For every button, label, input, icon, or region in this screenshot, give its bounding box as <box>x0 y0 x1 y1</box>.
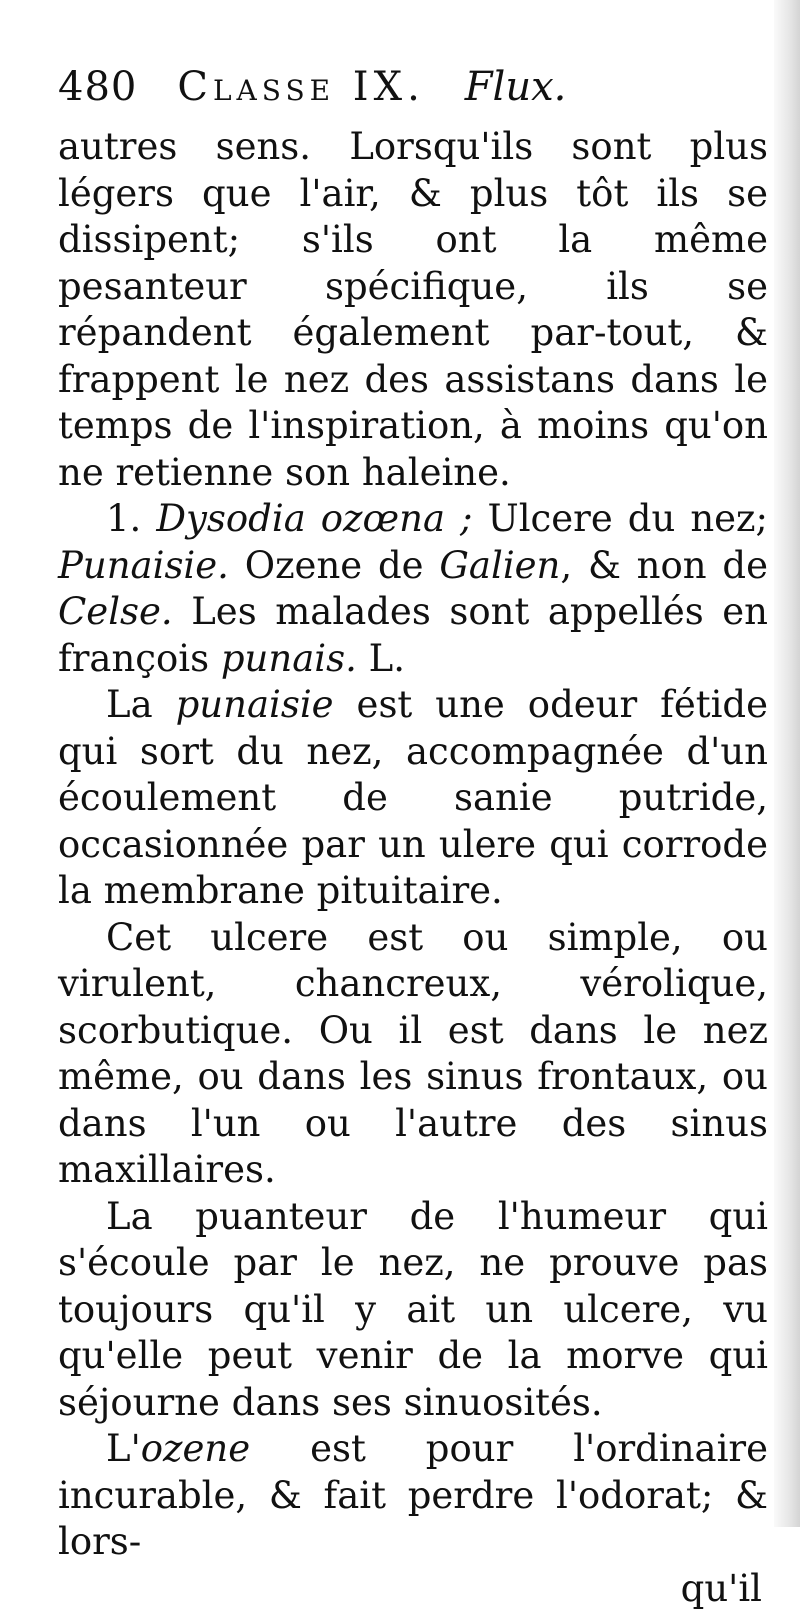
term: Punaisie. <box>58 544 229 587</box>
entry-text: Les malades sont appellés en françois <box>58 590 768 680</box>
entry-number: 1. <box>106 497 141 540</box>
entry-text: Ulcere du nez; <box>473 497 769 540</box>
paragraph-text: est pour l'ordinaire incurable, & fait perdre l'odorat; & lors- <box>58 1427 768 1563</box>
paragraph-prognosis <box>58 1426 768 1566</box>
french-term: punais. <box>221 637 357 680</box>
paragraph-text: autres sens. Lorsqu'ils sont plus légers que l'air, & plus tôt ils se dissipent; s'ils ont la même pesanteur spécifique, ils se répandent également par-tout, & frappent le nez des assistans dans le temps de l'inspiration, à moins qu'on ne retienne son haleine. <box>58 125 768 494</box>
paragraph-lead: L' <box>106 1427 141 1470</box>
running-header <box>58 58 768 124</box>
section-title: Flux. <box>465 58 567 116</box>
entry-text: Ozene de <box>229 544 439 587</box>
author-name: Celse. <box>58 590 173 633</box>
paragraph-text: La puanteur de l'humeur qui s'écoule par le nez, ne prouve pas toujours qu'il y ait un ulcere, vu qu'elle peut venir de la morve qui séjourne dans ses sinuosités. <box>58 1195 768 1424</box>
entry-text: L. <box>357 637 405 680</box>
paragraph-types <box>58 915 768 1194</box>
paragraph-text: Cet ulcere est ou simple, ou virulent, chancreux, vérolique, scorbutique. Ou il est dans le nez même, ou dans les sinus frontaux, ou dans l'un ou l'autre des sinus maxillaires. <box>58 916 768 1192</box>
paragraph-continuation <box>58 124 768 496</box>
paragraph-species-entry <box>58 496 768 682</box>
paragraph-lead: La <box>106 683 176 726</box>
term: ozene <box>141 1427 250 1470</box>
entry-text: , & non de <box>560 544 768 587</box>
term: punaisie <box>176 683 334 726</box>
page-number: 480 <box>58 58 137 116</box>
catchword: qu'il <box>58 1566 768 1612</box>
class-title: Classe IX. <box>177 58 424 116</box>
author-name: Galien <box>439 544 560 587</box>
paragraph-definition <box>58 682 768 915</box>
latin-name: Dysodia ozœna ; <box>156 497 472 540</box>
book-page <box>58 58 768 1612</box>
paragraph-text: est une odeur fétide qui sort du nez, accompagnée d'un écoulement de sanie putride, occasionnée par un ulere qui corrode la membrane pituitaire. <box>58 683 768 912</box>
paragraph-odour <box>58 1194 768 1427</box>
scan-edge <box>774 0 800 1527</box>
